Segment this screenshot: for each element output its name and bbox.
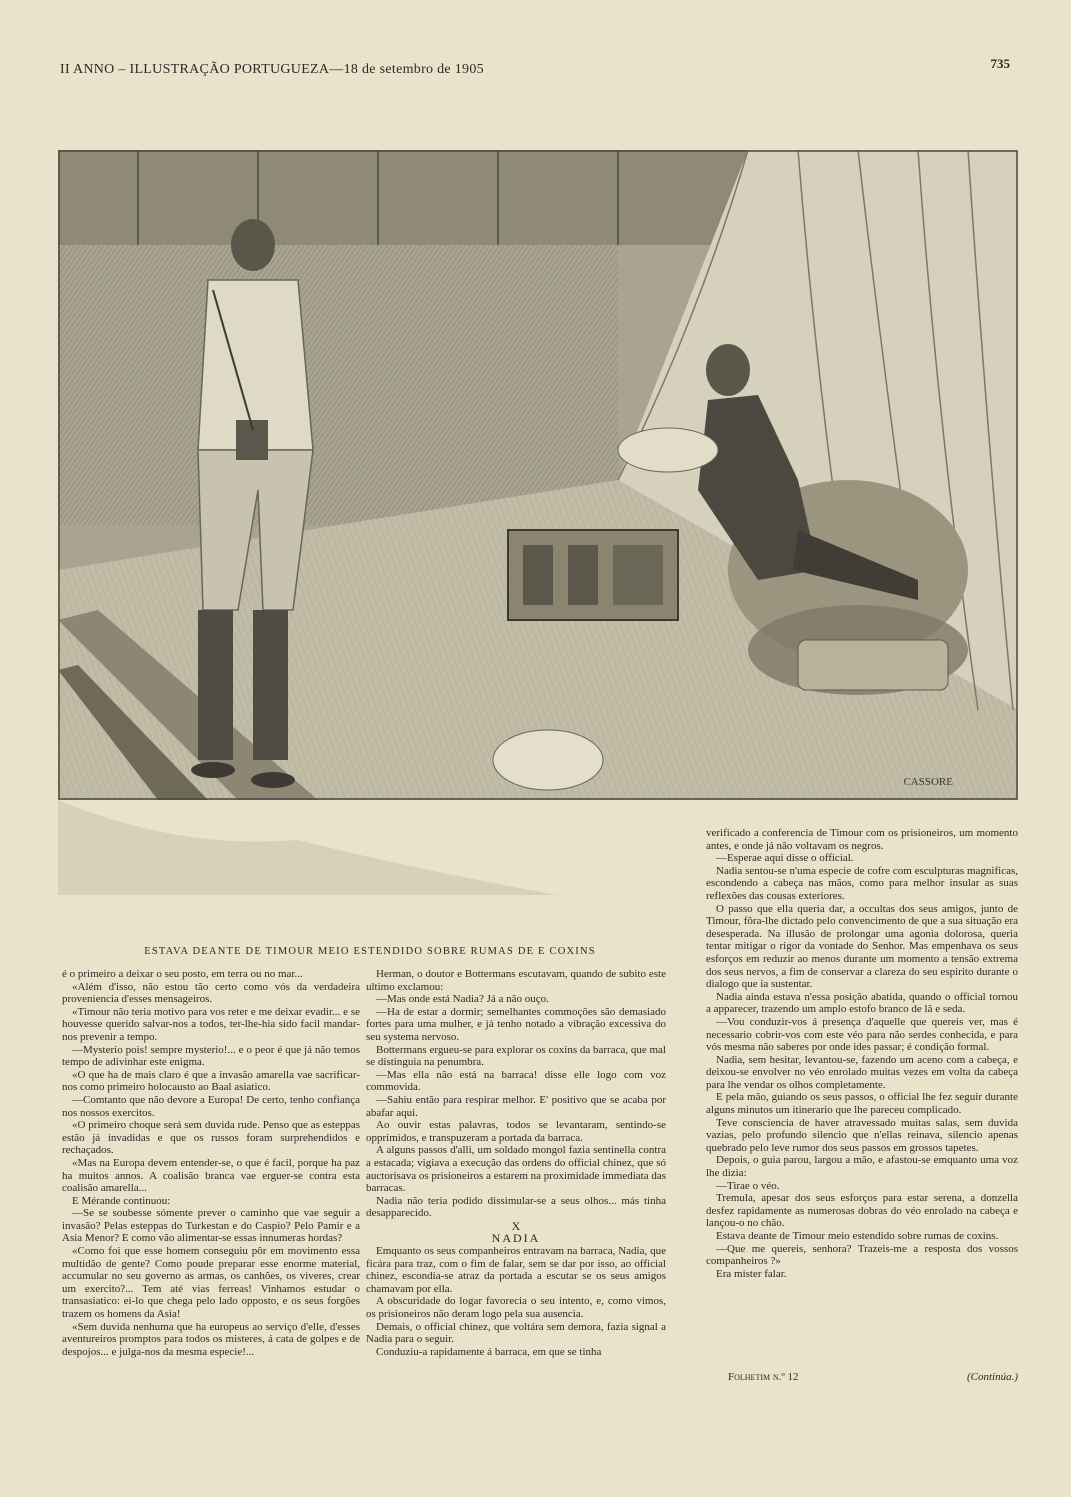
paragraph: verificado a conferencia de Timour com os prisioneiros, um momento antes, e onde já não voltavam os negros.: [706, 827, 1018, 852]
paragraph: Teve consciencia de haver atravessado muitas salas, sem duvida vazias, pelo profundo silencio que n'ellas reinava, silencio apenas quebrado pelo leve rumor dos seus passos em grossos tapetes.: [706, 1116, 1018, 1154]
paragraph: A alguns passos d'alli, um soldado mongol fazia sentinella contra a estacada; vigiava a execução das ordens do official chinez, que só auctorisava os prisioneiros a estarem na proximidade immediata das barracas.: [366, 1144, 666, 1195]
page-number: 735: [990, 56, 1010, 71]
paragraph: «O que ha de mais claro é que a invasão amarella vae sacrificar-nos como primeiro holocausto ao Baal asiatico.: [62, 1068, 360, 1094]
paragraph: —Se se soubesse sómente prever o caminho que vae seguir a invasão? Pelas esteppas do Turkestan e do Caspio? Pelo Pamir e a Asia Menor? E como vão alimentar-se essas innumeras hordas?: [62, 1207, 360, 1245]
paragraph: E Mérande continuou:: [72, 1194, 171, 1207]
paragraph: —Esperae aqui disse o official.: [716, 852, 854, 865]
engraving-drawing: [58, 150, 1018, 895]
text-column-3: [706, 827, 1018, 1280]
continua-label: (Continúa.): [966, 1371, 1018, 1383]
paragraph: Emquanto os seus companheiros entravam na barraca, Nadia, que ficára para traz, com o fim de falar, sem se dar por isso, ao official chinez, escondia-se atraz da portada a escutar se os seus amigos chamavam por ella.: [366, 1245, 666, 1295]
paragraph: —Mas ella não está na barraca! disse elle logo com voz commovida.: [366, 1068, 666, 1094]
paragraph: Bottermans ergueu-se para explorar os coxins da barraca, que mal se distinguia na penumbra.: [366, 1043, 666, 1069]
paragraph: Nadia, sem hesitar, levantou-se, fazendo um aceno com a cabeça, e deixou-se envolver no véo enrolado muitas vezes em volta da cabeça para lhe vendar os olhos completamente.: [706, 1053, 1018, 1091]
paragraph: —Que me quereis, senhora? Trazeis-me a resposta dos vossos companheiros ?»: [706, 1242, 1018, 1268]
paragraph: —Tirae o véo.: [716, 1179, 780, 1192]
paragraph: «O primeiro choque será sem duvida rude. Penso que as esteppas estão já invadidas e que os russos foram surprehendidos e rechaçados.: [62, 1119, 360, 1157]
text-column-2: [366, 968, 666, 1358]
paragraph: —Vou conduzir-vos á presença d'aquelle que quereis ver, mas é necessario cobrir-vos com este véo para não serdes conhecida, e para vós mesma não saberes por onde ides passar; é condição formal.: [706, 1015, 1018, 1054]
page-header: [60, 56, 1010, 86]
text-column-1: [62, 968, 360, 1358]
paragraph: Nadia não teria podido dissimular-se a seus olhos... más tinha desapparecido.: [366, 1194, 666, 1220]
illustration: [58, 150, 1018, 895]
chapter-title: NADIA: [491, 1231, 541, 1246]
paragraph: —Comtanto que não devore a Europa! De certo, tenho confiança nos nossos exercitos.: [62, 1093, 360, 1119]
paragraph: A obscuridade do logar favorecia o seu intento, e, como vimos, os prisioneiros não deram logo pela sua ausencia.: [366, 1295, 666, 1321]
paragraph: —Sahiu então para respirar melhor. E' positivo que se acaba por abafar aqui.: [366, 1093, 666, 1119]
paragraph: E pela mão, guiando os seus passos, o official lhe fez seguir durante alguns minutos um itinerario que lhe pareceu complicado.: [706, 1091, 1018, 1117]
paragraph: «Timour não teria motivo para vos reter e me deixar evadir... e se houvesse querido salvar-nos a todos, ter-lhe-hia sido facil mandar-nos prevenir a tempo.: [62, 1005, 360, 1043]
paragraph: Estava deante de Timour meio estendido sobre rumas de coxins.: [716, 1230, 999, 1242]
running-head: II ANNO – ILLUSTRAÇÃO PORTUGUEZA—18 de setembro de 1905: [60, 62, 484, 77]
paragraph: «Sem duvida nenhuma que ha europeus ao serviço d'elle, d'esses aventureiros promptos para todos os misteres, á cata de golpes e de despojos... e julga-nos da mesma especie!...: [62, 1320, 360, 1358]
paragraph: Ao ouvir estas palavras, todos se levantaram, sentindo-se opprimidos, e transpuzeram a portada da barraca.: [366, 1119, 666, 1144]
artist-signature: CASSORE: [903, 776, 953, 788]
paragraph: Era mister falar.: [716, 1267, 787, 1280]
paragraph: O passo que ella queria dar, a occultas dos seus amigos, junto de Timour, fôra-lhe dictado pelo convencimento de que a sua situação era desesperada. Na illusão de prolongar uma agonia dolorosa, queria tentar mitigar o rigor da vontade do Senhor. Mas empenhava os seus esforços em reduzir ao menos durante um momento a tensão extrema dos seus nervos, a fim de conservar a clareza do seu espirito durante o dialogo que ia sustentar.: [706, 902, 1018, 991]
paragraph: é o primeiro a deixar o seu posto, em terra ou no mar...: [62, 968, 303, 980]
paragraph: —Mysterio pois! sempre mysterio!... e o peor é que já não temos tempo de adivinhar este enigma.: [62, 1043, 360, 1069]
paragraph: «Além d'isso, não estou tão certo como vós da verdadeira proveniencia d'esses mensageiros.: [62, 980, 360, 1006]
paragraph: Nadia sentou-se n'uma especie de cofre com esculpturas magnificas, escondendo a cabeça nas mãos, como para melhor insular as suas reflexões das cousas exteriores.: [706, 864, 1018, 902]
folhetim-label: Folhetim n.º 12: [728, 1371, 799, 1383]
paragraph: «Mas na Europa devem entender-se, o que é facil, porque ha paz ha muitos annos. A coalisão branca vae erguer-se contra esta coalisão amarella...: [62, 1156, 360, 1195]
paragraph: Nadia ainda estava n'essa posição abatida, quando o official tornou a apparecer, trazendo um amplo estofo branco de lã e seda.: [706, 990, 1018, 1016]
paragraph: «Como foi que esse homem conseguiu pôr em movimento essa multidão de gente? Como poude preparar esse enorme material, accumular no seu governo as armas, os canhões, os viveres, crear um exercito?... Tem até vias ferreas! Vinhamos estudar o transasiatico: ei-lo que chega pelo lado opposto, e os seus forgões trazem os homens da Asia!: [62, 1245, 360, 1321]
paragraph: —Mas onde está Nadia? Já a não ouço.: [376, 993, 549, 1006]
paragraph: —Ha de estar a dormir; semelhantes commoções são demasiado fortes para uma mulher, e já tenho notado a vibração excessiva do seu systema nervoso.: [366, 1005, 666, 1043]
paragraph: Tremula, apesar dos seus esforços para estar serena, a donzella desfez rapidamente as numerosas dobras do véo enrolado na cabeça e lançou-o no chão.: [706, 1192, 1018, 1230]
illustration-caption: ESTAVA DEANTE DE TIMOUR MEIO ESTENDIDO SOBRE RUMAS DE E COXINS: [144, 946, 596, 957]
paragraph: Conduziu-a rapidamente á barraca, em que se tinha: [376, 1345, 602, 1358]
chapter-number: X: [511, 1218, 521, 1233]
paragraph: Herman, o doutor e Bottermans escutavam, quando de subito este ultimo exclamou:: [366, 968, 666, 993]
paragraph: Depois, o guia parou, largou a mão, e afastou-se emquanto uma voz lhe dizia:: [706, 1154, 1018, 1180]
paragraph: Demais, o official chinez, que voltára sem demora, fazia signal a Nadia para o seguir.: [366, 1320, 666, 1346]
